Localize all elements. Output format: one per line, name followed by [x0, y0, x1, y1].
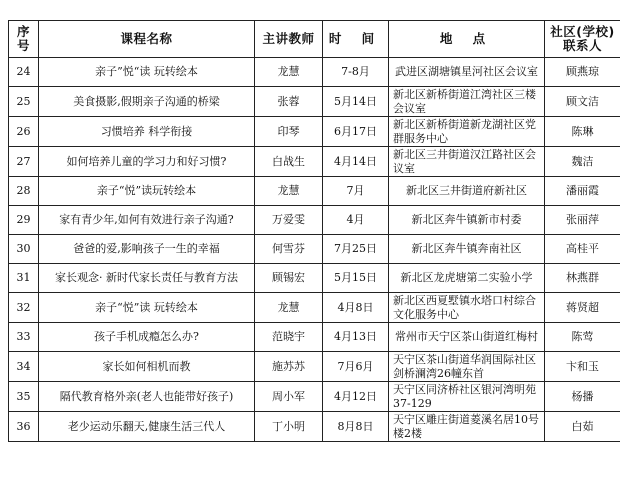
cell-seq: 26 [9, 117, 39, 147]
cell-location: 武进区湖塘镇星河社区会议室 [389, 58, 545, 87]
cell-course: 美食摄影,假期亲子沟通的桥梁 [39, 87, 255, 117]
cell-seq: 25 [9, 87, 39, 117]
cell-time: 4月 [323, 206, 389, 235]
table-row [9, 58, 620, 87]
cell-seq: 35 [9, 382, 39, 412]
cell-time: 8月8日 [323, 412, 389, 442]
cell-location: 天宁区茶山街道华润国际社区剑桥澜湾26幢东首 [389, 352, 545, 382]
cell-location: 新北区三井街道府新社区 [389, 177, 545, 206]
cell-course: 亲子”悦“读 玩转绘本 [39, 58, 255, 87]
cell-time: 5月14日 [323, 87, 389, 117]
cell-location: 新北区新桥街道江湾社区三楼会议室 [389, 87, 545, 117]
cell-location: 天宁区同济桥社区银河湾明苑37-129 [389, 382, 545, 412]
table-row [9, 177, 620, 206]
cell-course: 亲子“悦”读玩转绘本 [39, 177, 255, 206]
table-row [9, 293, 620, 323]
cell-teacher: 龙慧 [255, 58, 323, 87]
cell-location: 新北区三井街道汉江路社区会议室 [389, 147, 545, 177]
header-contact-line1: 社区(学校) [550, 24, 615, 39]
cell-location: 新北区西夏墅镇水塔口村综合文化服务中心 [389, 293, 545, 323]
table-row [9, 352, 620, 382]
cell-seq: 29 [9, 206, 39, 235]
cell-contact: 魏洁 [545, 147, 620, 177]
cell-contact: 高桂平 [545, 235, 620, 264]
course-schedule-table [8, 20, 620, 442]
cell-seq: 36 [9, 412, 39, 442]
header-course: 课程名称 [39, 21, 255, 58]
cell-contact: 卞和玉 [545, 352, 620, 382]
cell-seq: 32 [9, 293, 39, 323]
cell-location: 常州市天宁区茶山街道红梅村 [389, 323, 545, 352]
cell-teacher: 万爱雯 [255, 206, 323, 235]
cell-course: 孩子手机成瘾怎么办? [39, 323, 255, 352]
cell-course: 家长观念· 新时代家长责任与教育方法 [39, 264, 255, 293]
cell-location: 新北区奔牛镇奔南社区 [389, 235, 545, 264]
cell-seq: 30 [9, 235, 39, 264]
cell-course: 爸爸的爱,影响孩子一生的幸福 [39, 235, 255, 264]
cell-teacher: 周小军 [255, 382, 323, 412]
cell-location: 新北区奔牛镇新市村委 [389, 206, 545, 235]
cell-course: 如何培养儿童的学习力和好习惯? [39, 147, 255, 177]
cell-teacher: 龙慧 [255, 177, 323, 206]
header-row [9, 21, 620, 58]
table-row [9, 87, 620, 117]
cell-time: 7-8月 [323, 58, 389, 87]
table-row [9, 323, 620, 352]
cell-course: 家长如何相机而教 [39, 352, 255, 382]
cell-time: 6月17日 [323, 117, 389, 147]
cell-time: 4月8日 [323, 293, 389, 323]
table-row [9, 117, 620, 147]
table-row [9, 235, 620, 264]
cell-teacher: 印琴 [255, 117, 323, 147]
cell-location: 天宁区雕庄街道菱溪名居10号楼2楼 [389, 412, 545, 442]
cell-contact: 杨播 [545, 382, 620, 412]
cell-contact: 林燕群 [545, 264, 620, 293]
cell-time: 5月15日 [323, 264, 389, 293]
cell-time: 4月14日 [323, 147, 389, 177]
cell-contact: 陈琳 [545, 117, 620, 147]
cell-teacher: 张蓉 [255, 87, 323, 117]
cell-contact: 蒋贤超 [545, 293, 620, 323]
cell-seq: 24 [9, 58, 39, 87]
table-row [9, 382, 620, 412]
cell-time: 7月 [323, 177, 389, 206]
cell-teacher: 白战生 [255, 147, 323, 177]
table-row [9, 264, 620, 293]
header-teacher: 主讲教师 [255, 21, 323, 58]
cell-teacher: 丁小明 [255, 412, 323, 442]
cell-course: 家有青少年,如何有效进行亲子沟通? [39, 206, 255, 235]
cell-course: 老少运动乐翻天,健康生活三代人 [39, 412, 255, 442]
header-location: 地 点 [389, 21, 545, 58]
cell-teacher: 施苏苏 [255, 352, 323, 382]
cell-seq: 31 [9, 264, 39, 293]
cell-time: 7月25日 [323, 235, 389, 264]
cell-contact: 陈莺 [545, 323, 620, 352]
table-row [9, 206, 620, 235]
cell-seq: 34 [9, 352, 39, 382]
cell-contact: 顾文洁 [545, 87, 620, 117]
header-contact-line2: 联系人 [562, 38, 602, 53]
cell-course: 习惯培养 科学衔接 [39, 117, 255, 147]
header-contact [545, 21, 620, 58]
cell-seq: 28 [9, 177, 39, 206]
cell-course: 隔代教育格外亲(老人也能带好孩子) [39, 382, 255, 412]
cell-location: 新北区龙虎塘第二实验小学 [389, 264, 545, 293]
cell-contact: 顾燕琼 [545, 58, 620, 87]
cell-course: 亲子“悦”读 玩转绘本 [39, 293, 255, 323]
cell-time: 7月6月 [323, 352, 389, 382]
cell-contact: 白茹 [545, 412, 620, 442]
cell-time: 4月12日 [323, 382, 389, 412]
header-time: 时 间 [323, 21, 389, 58]
cell-teacher: 顾锡宏 [255, 264, 323, 293]
header-seq: 序号 [9, 21, 39, 58]
cell-contact: 张丽萍 [545, 206, 620, 235]
cell-seq: 27 [9, 147, 39, 177]
cell-teacher: 何雪芬 [255, 235, 323, 264]
cell-seq: 33 [9, 323, 39, 352]
table-row [9, 412, 620, 442]
cell-teacher: 范晓宇 [255, 323, 323, 352]
cell-location: 新北区新桥街道新龙湖社区党群服务中心 [389, 117, 545, 147]
cell-contact: 潘丽霞 [545, 177, 620, 206]
cell-teacher: 龙慧 [255, 293, 323, 323]
cell-time: 4月13日 [323, 323, 389, 352]
table-row [9, 147, 620, 177]
